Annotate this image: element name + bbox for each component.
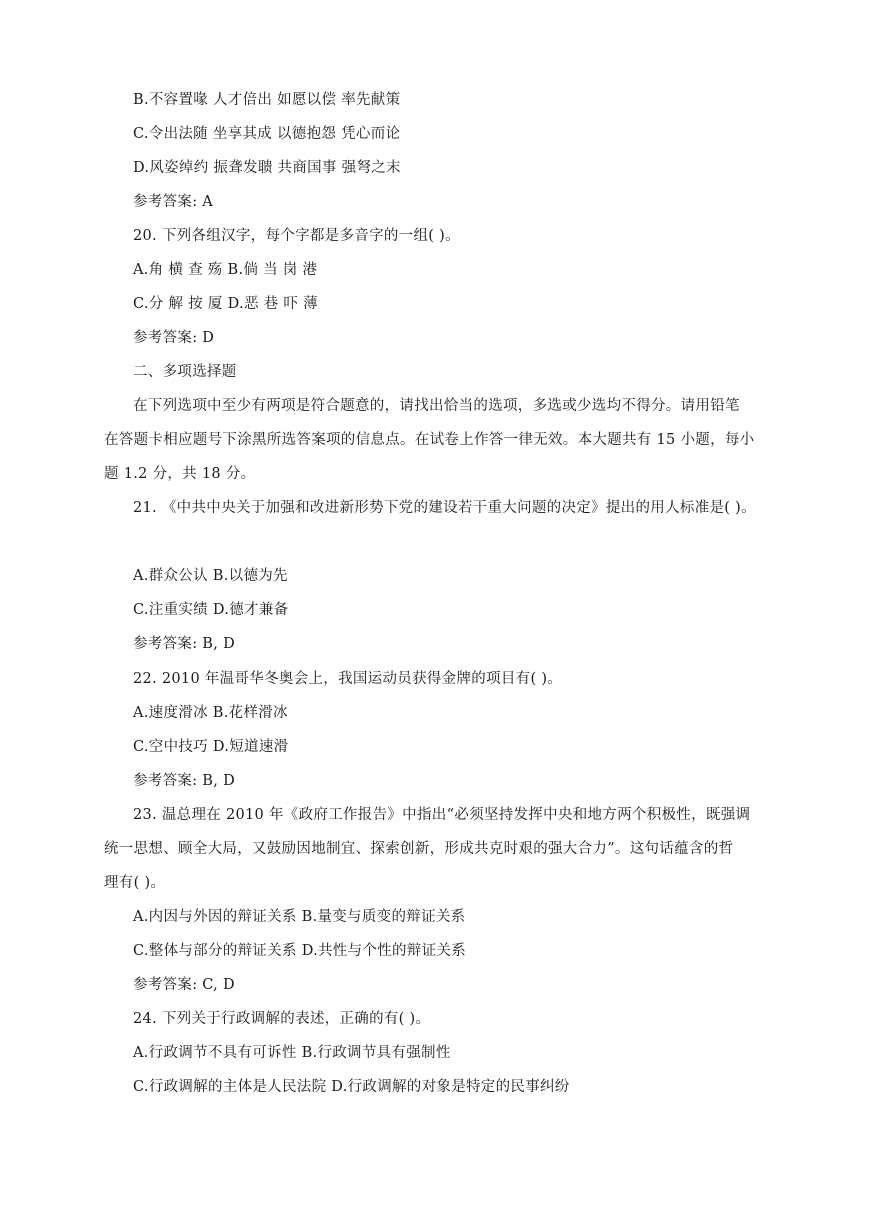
instructions-line-1: 在下列选项中至少有两项是符合题意的，请找出恰当的选项，多选或少选均不得分。请用铅笔 [133,398,740,414]
q24-options-cd: C.行政调解的主体是人民法院 D.行政调解的对象是特定的民事纠纷 [133,1079,570,1095]
q23-options-ab: A.内因与外因的辩证关系 B.量变与质变的辩证关系 [133,909,466,925]
q20-options-ab: A.角 横 查 殇 B.倘 当 岗 港 [133,262,318,278]
q20-stem: 20. 下列各组汉字，每个字都是多音字的一组( )。 [133,228,460,244]
q22-options-ab: A.速度滑冰 B.花样滑冰 [133,705,288,721]
q22-answer: 参考答案: B, D [133,773,235,789]
q22-stem: 22. 2010 年温哥华冬奥会上，我国运动员获得金牌的项目有( )。 [133,671,563,687]
q21-answer: 参考答案: B, D [133,636,235,652]
section-heading: 二、多项选择题 [133,364,237,380]
q19-option-c: C.令出法随 坐享其成 以德抱怨 凭心而论 [133,126,401,142]
q20-answer: 参考答案: D [133,330,215,346]
q23-options-cd: C.整体与部分的辩证关系 D.共性与个性的辩证关系 [133,943,467,959]
q21-options-cd: C.注重实绩 D.德才兼备 [133,602,289,618]
q19-answer: 参考答案: A [133,194,214,210]
instructions-line-2: 在答题卡相应题号下涂黑所选答案项的信息点。在试卷上作答一律无效。本大题共有 15 小题，每小 [104,432,755,448]
q22-options-cd: C.空中技巧 D.短道速滑 [133,739,289,755]
q21-stem: 21. 《中共中央关于加强和改进新形势下党的建设若干重大问题的决定》提出的用人标准是( )。 [133,500,756,516]
q24-stem: 24. 下列关于行政调解的表述，正确的有( )。 [133,1011,431,1027]
q23-stem-line-2: 统一思想、顾全大局，又鼓励因地制宜、探索创新，形成共克时艰的强大合力”。这句话蕴含的哲 [104,841,734,857]
q23-answer: 参考答案: C, D [133,977,235,993]
q19-option-b: B.不容置喙 人才倍出 如愿以偿 率先献策 [133,92,401,108]
q23-stem-line-1: 23. 温总理在 2010 年《政府工作报告》中指出“必须坚持发挥中央和地方两个积极性，既强调 [133,807,751,823]
instructions-line-3: 题 1.2 分，共 18 分。 [104,466,256,482]
q19-option-d: D.风姿绰约 振聋发聩 共商国事 强弩之末 [133,160,401,176]
q23-stem-line-3: 理有( )。 [104,875,166,891]
q20-options-cd: C.分 解 按 厦 D.恶 巷 吓 薄 [133,296,318,312]
q24-options-ab: A.行政调节不具有可诉性 B.行政调节具有强制性 [133,1045,451,1061]
q21-options-ab: A.群众公认 B.以德为先 [133,568,288,584]
